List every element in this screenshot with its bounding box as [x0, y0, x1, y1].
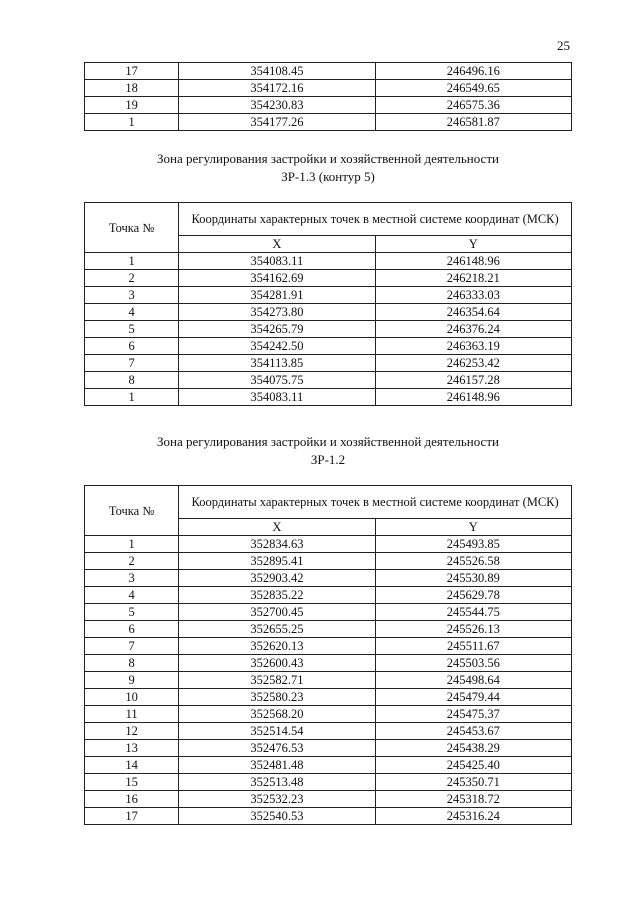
- y-coordinate-cell: 245316.24: [375, 808, 571, 825]
- table-row: [85, 808, 572, 825]
- table-row: [85, 757, 572, 774]
- point-number-cell: 15: [85, 774, 179, 791]
- point-number-cell: 5: [85, 321, 179, 338]
- table-row: [85, 338, 572, 355]
- point-number-cell: 2: [85, 270, 179, 287]
- x-coordinate-cell: 354083.11: [179, 389, 375, 406]
- x-coordinate-cell: 352568.20: [179, 706, 375, 723]
- x-coordinate-cell: 354113.85: [179, 355, 375, 372]
- y-coordinate-cell: 245530.89: [375, 570, 571, 587]
- x-coordinate-cell: 352513.48: [179, 774, 375, 791]
- x-coordinate-cell: 352903.42: [179, 570, 375, 587]
- table-row: [85, 97, 572, 114]
- y-coordinate-cell: 246253.42: [375, 355, 571, 372]
- x-coordinate-cell: 352620.13: [179, 638, 375, 655]
- y-coordinate-cell: 246157.28: [375, 372, 571, 389]
- zone-zr-1-3-table-body: [85, 253, 572, 406]
- header-y: Y: [375, 236, 571, 253]
- y-coordinate-cell: 245526.13: [375, 621, 571, 638]
- point-number-cell: 8: [85, 372, 179, 389]
- table-row: [85, 570, 572, 587]
- y-coordinate-cell: 246354.64: [375, 304, 571, 321]
- point-number-cell: 1: [85, 114, 179, 131]
- x-coordinate-cell: 352532.23: [179, 791, 375, 808]
- point-number-cell: 14: [85, 757, 179, 774]
- zone-title-line2: ЗР-1.3 (контур 5): [281, 169, 375, 184]
- y-coordinate-cell: 246581.87: [375, 114, 571, 131]
- zone-title-line1: Зона регулирования застройки и хозяйственной деятельности: [157, 151, 499, 166]
- table-row: [85, 355, 572, 372]
- x-coordinate-cell: 352582.71: [179, 672, 375, 689]
- y-coordinate-cell: 246148.96: [375, 389, 571, 406]
- y-coordinate-cell: 246148.96: [375, 253, 571, 270]
- point-number-cell: 1: [85, 253, 179, 270]
- y-coordinate-cell: 245544.75: [375, 604, 571, 621]
- point-number-cell: 6: [85, 338, 179, 355]
- table-row: [85, 791, 572, 808]
- y-coordinate-cell: 245350.71: [375, 774, 571, 791]
- point-number-cell: 19: [85, 97, 179, 114]
- table-row: [85, 389, 572, 406]
- y-coordinate-cell: 245318.72: [375, 791, 571, 808]
- x-coordinate-cell: 352835.22: [179, 587, 375, 604]
- point-number-cell: 8: [85, 655, 179, 672]
- zone-zr-1-2-section: [84, 433, 572, 825]
- y-coordinate-cell: 245503.56: [375, 655, 571, 672]
- table-row: [85, 321, 572, 338]
- table-row: [85, 587, 572, 604]
- table-row: [85, 723, 572, 740]
- point-number-cell: 1: [85, 536, 179, 553]
- table-row: [85, 372, 572, 389]
- x-coordinate-cell: 352514.54: [179, 723, 375, 740]
- zone-zr-1-3-section: [84, 150, 572, 406]
- x-coordinate-cell: 354075.75: [179, 372, 375, 389]
- point-number-cell: 4: [85, 587, 179, 604]
- table-row: [85, 270, 572, 287]
- table-row: [85, 604, 572, 621]
- point-number-cell: 3: [85, 287, 179, 304]
- x-coordinate-cell: 352700.45: [179, 604, 375, 621]
- header-coordinates: Координаты характерных точек в местной системе координат (МСК): [179, 203, 572, 236]
- zone-zr-1-2-title: [84, 433, 572, 469]
- zone-zr-1-2-table-body: [85, 536, 572, 825]
- header-coordinates: Координаты характерных точек в местной системе координат (МСК): [179, 486, 572, 519]
- continuation-coordinates-table: [84, 62, 572, 131]
- y-coordinate-cell: 245425.40: [375, 757, 571, 774]
- table-row: [85, 63, 572, 80]
- header-x: X: [179, 519, 375, 536]
- point-number-cell: 17: [85, 808, 179, 825]
- point-number-cell: 4: [85, 304, 179, 321]
- table-row: [85, 553, 572, 570]
- point-number-cell: 18: [85, 80, 179, 97]
- table-row: [85, 638, 572, 655]
- point-number-cell: 2: [85, 553, 179, 570]
- header-point: Точка №: [85, 486, 179, 536]
- point-number-cell: 5: [85, 604, 179, 621]
- table-row: [85, 621, 572, 638]
- y-coordinate-cell: 245526.58: [375, 553, 571, 570]
- x-coordinate-cell: 352540.53: [179, 808, 375, 825]
- y-coordinate-cell: 245475.37: [375, 706, 571, 723]
- y-coordinate-cell: 246549.65: [375, 80, 571, 97]
- point-number-cell: 12: [85, 723, 179, 740]
- point-number-cell: 7: [85, 355, 179, 372]
- point-number-cell: 11: [85, 706, 179, 723]
- table-row: [85, 655, 572, 672]
- zone-zr-1-3-title: [84, 150, 572, 186]
- zone-title-line1: Зона регулирования застройки и хозяйственной деятельности: [157, 434, 499, 449]
- zone-zr-1-3-table: [84, 202, 572, 406]
- y-coordinate-cell: 245438.29: [375, 740, 571, 757]
- x-coordinate-cell: 354172.16: [179, 80, 375, 97]
- y-coordinate-cell: 246496.16: [375, 63, 571, 80]
- point-number-cell: 9: [85, 672, 179, 689]
- x-coordinate-cell: 354162.69: [179, 270, 375, 287]
- x-coordinate-cell: 354242.50: [179, 338, 375, 355]
- continuation-table-body: [85, 63, 572, 131]
- zone-title-line2: ЗР-1.2: [310, 452, 346, 467]
- header-x: X: [179, 236, 375, 253]
- x-coordinate-cell: 354230.83: [179, 97, 375, 114]
- point-number-cell: 7: [85, 638, 179, 655]
- table-row: [85, 253, 572, 270]
- x-coordinate-cell: 354177.26: [179, 114, 375, 131]
- x-coordinate-cell: 352655.25: [179, 621, 375, 638]
- y-coordinate-cell: 246363.19: [375, 338, 571, 355]
- x-coordinate-cell: 354265.79: [179, 321, 375, 338]
- y-coordinate-cell: 245453.67: [375, 723, 571, 740]
- header-y: Y: [375, 519, 571, 536]
- point-number-cell: 1: [85, 389, 179, 406]
- y-coordinate-cell: 245479.44: [375, 689, 571, 706]
- table-row: [85, 80, 572, 97]
- header-point: Точка №: [85, 203, 179, 253]
- table-row: [85, 672, 572, 689]
- y-coordinate-cell: 245498.64: [375, 672, 571, 689]
- x-coordinate-cell: 352481.48: [179, 757, 375, 774]
- x-coordinate-cell: 354281.91: [179, 287, 375, 304]
- point-number-cell: 6: [85, 621, 179, 638]
- x-coordinate-cell: 352834.63: [179, 536, 375, 553]
- table-row: [85, 304, 572, 321]
- table-row: [85, 689, 572, 706]
- y-coordinate-cell: 246376.24: [375, 321, 571, 338]
- y-coordinate-cell: 246575.36: [375, 97, 571, 114]
- y-coordinate-cell: 246218.21: [375, 270, 571, 287]
- y-coordinate-cell: 245493.85: [375, 536, 571, 553]
- x-coordinate-cell: 352895.41: [179, 553, 375, 570]
- table-row: [85, 774, 572, 791]
- x-coordinate-cell: 352476.53: [179, 740, 375, 757]
- point-number-cell: 16: [85, 791, 179, 808]
- point-number-cell: 17: [85, 63, 179, 80]
- continuation-table-section: [84, 62, 572, 131]
- table-row: [85, 706, 572, 723]
- table-row: [85, 114, 572, 131]
- zone-zr-1-2-table: [84, 485, 572, 825]
- y-coordinate-cell: 245511.67: [375, 638, 571, 655]
- table-row: [85, 740, 572, 757]
- y-coordinate-cell: 246333.03: [375, 287, 571, 304]
- page-number: 25: [557, 38, 570, 53]
- x-coordinate-cell: 354273.80: [179, 304, 375, 321]
- x-coordinate-cell: 352580.23: [179, 689, 375, 706]
- table-row: [85, 287, 572, 304]
- x-coordinate-cell: 352600.43: [179, 655, 375, 672]
- table-row: [85, 536, 572, 553]
- point-number-cell: 13: [85, 740, 179, 757]
- x-coordinate-cell: 354108.45: [179, 63, 375, 80]
- point-number-cell: 10: [85, 689, 179, 706]
- point-number-cell: 3: [85, 570, 179, 587]
- y-coordinate-cell: 245629.78: [375, 587, 571, 604]
- x-coordinate-cell: 354083.11: [179, 253, 375, 270]
